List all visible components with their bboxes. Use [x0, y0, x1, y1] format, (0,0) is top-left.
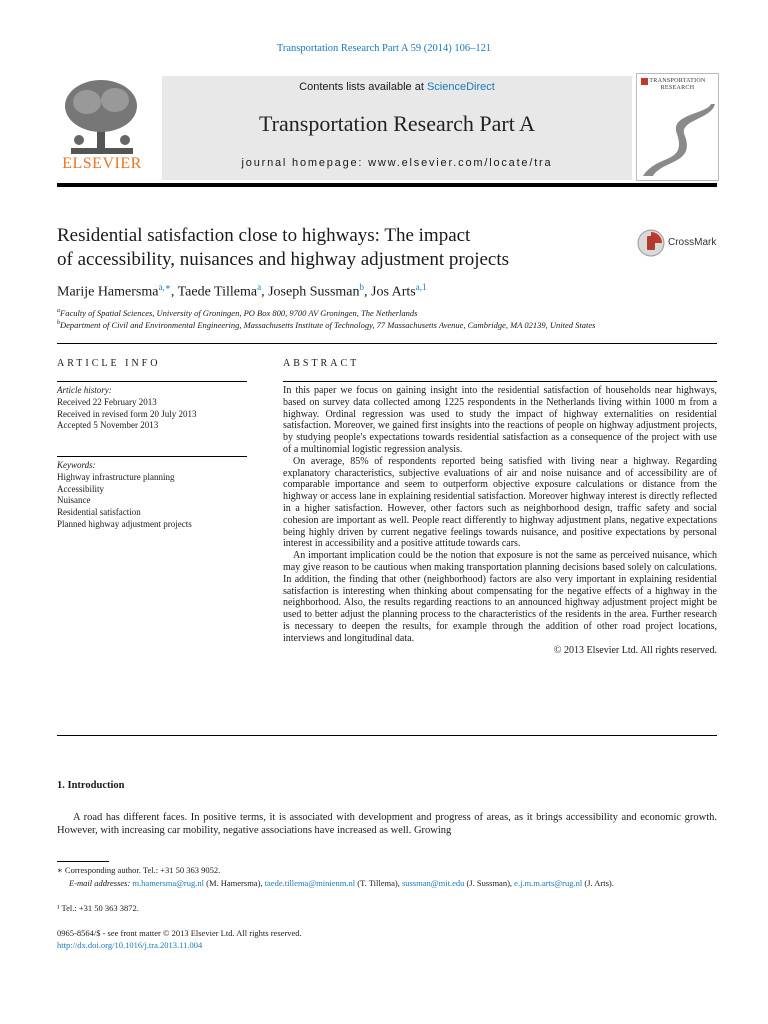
history-revised: Received in revised form 20 July 2013 [57, 408, 197, 419]
author-2: Taede Tillema [177, 284, 258, 300]
abstract-copyright: © 2013 Elsevier Ltd. All rights reserved. [553, 644, 717, 656]
author-sep: , [170, 284, 178, 300]
email-link[interactable]: taede.tillema@minienm.nl [264, 878, 356, 888]
footnote-corresponding: ∗ Corresponding author. Tel.: +31 50 363 9052. [57, 865, 221, 875]
abstract-bottom-rule [57, 735, 717, 736]
article-info-rule [57, 381, 247, 382]
introduction-heading: 1. Introduction [57, 780, 125, 791]
contents-prefix: Contents lists available at [299, 81, 427, 93]
abstract-paragraph-1: In this paper we focus on gaining insight into the residential satisfaction of households near highways, based on survey data collected among 1225 respondents in the Netherlands living within 1000 m from a highway. Ordinal regression was used to study the impact of highway externalities on residential satisfaction. Moreover, we gained first insights into the reactions of people on highway adjustment projects, by studying people's expectations towards residential satisfaction as a consequence of the project with use of a multinomial logistic regression analysis. [283, 385, 717, 455]
abstract-paragraph-2: On average, 85% of respondents reported being satisfied with living near a highway. Regarding explanatory characteristics, subjective evaluations of air and noise nuisance and of accessibility are of comparable importance and seem to outperform objective exposure calculations or distance from the highway or access lane in explaining residential satisfaction. Moreover highway interest is directly reflected in a higher satisfaction. However, other factors such as neighborhood design, traffic safety and social cohesion are important as well. People react differently to highway adjustment plans, negative expectations being highly driven by current negative feelings towards nuisance, and positive expectations by personal interest in accessibility and a positive attitude towards cars. [283, 455, 717, 550]
affiliation-b-text: Department of Civil and Environmental Engineering, Massachusetts Institute of Technology, 77 Massachusetts Avenue, Cambridge, MA 02139, United States [60, 320, 596, 330]
affiliation-b-mark: b [57, 320, 60, 327]
authors-divider [57, 343, 717, 344]
email-link[interactable]: sussman@mit.edu [401, 878, 465, 888]
email-link[interactable]: e.j.m.m.arts@rug.nl [514, 878, 583, 888]
author-list [57, 282, 427, 301]
author-sep: , [261, 284, 269, 300]
author-1-marks[interactable]: a,∗ [158, 282, 171, 292]
author-4: Jos Arts [371, 284, 416, 300]
crossmark-label[interactable]: CrossMark [668, 237, 717, 248]
history-received: Received 22 February 2013 [57, 396, 157, 407]
author-3-marks[interactable]: b [359, 282, 365, 292]
issn-line: 0965-8564/$ - see front matter © 2013 Elsevier Ltd. All rights reserved. [57, 928, 302, 938]
email-owner: (M. Hamersma), [204, 878, 265, 888]
email-owner: (J. Sussman), [464, 878, 515, 888]
article-history [57, 385, 247, 432]
history-accepted: Accepted 5 November 2013 [57, 420, 159, 431]
abstract-paragraph-3: An important implication could be the notion that exposure is not the same as perceived nuisance, which may give reason to be cautious when making transportation planning decisions based solely on calculations. In addition, the finding that other (neighborhood) factors are also very important in explaining residential satisfaction is interesting when thinking about compensating for the negative effects of a highway in the neighborhood. Also, the results regarding reactions to an announced highway adjustment project might be used to better adjust the planning process to the characteristics of the residents in the area. Further research is necessary to deepen the results, for example through the addition of other road project locations, interviews and longitudinal data. [283, 550, 717, 644]
keyword: Accessibility [57, 483, 104, 494]
homepage-link[interactable]: www.elsevier.com/locate/tra [368, 157, 553, 169]
title-line-1: Residential satisfaction close to highways: The impact [57, 225, 471, 246]
author-1: Marije Hamersma [57, 284, 159, 300]
keywords [57, 460, 247, 531]
abstract-heading: ABSTRACT [283, 358, 360, 369]
footnote-rule [57, 861, 109, 862]
author-4-marks[interactable]: a,1 [415, 282, 427, 292]
abstract-body [283, 385, 717, 656]
article-title [57, 224, 617, 272]
affiliation-a-mark: a [57, 308, 60, 315]
history-label: Article history: [57, 385, 112, 395]
cover-title-line1: TRANSPORTATION [649, 78, 706, 84]
introduction-paragraph: A road has different faces. In positive terms, it is associated with development and progress of areas, as it brings accessibility and economic growth. However, with increasing car mobility, negative associations have increased as well. Growing [57, 812, 717, 836]
journal-title: Transportation Research Part A [259, 111, 535, 136]
footnote-emails [57, 878, 717, 890]
journal-citation[interactable]: Transportation Research Part A 59 (2014) 106–121 [276, 43, 492, 54]
contents-line [162, 81, 632, 93]
homepage-prefix: journal homepage: [241, 157, 369, 169]
affiliation-a [57, 308, 417, 318]
article-info-heading: ARTICLE INFO [57, 358, 161, 369]
keyword: Planned highway adjustment projects [57, 518, 192, 529]
email-tail: (J. Arts). [584, 878, 614, 888]
author-3: Joseph Sussman [268, 284, 360, 300]
cover-title-line2: RESEARCH [660, 85, 695, 91]
author-2-marks[interactable]: a [257, 282, 262, 292]
author-sep: , [364, 284, 372, 300]
affiliation-a-text: Faculty of Spatial Sciences, University of Groningen, PO Box 800, 9700 AV Groningen, The Netherlands [60, 308, 418, 318]
affiliation-b [57, 320, 595, 330]
email-label: E-mail addresses: [69, 878, 131, 888]
header-divider [57, 183, 717, 187]
email-owner: (T. Tillema), [355, 878, 402, 888]
cover-title [641, 78, 714, 92]
publisher-name: ELSEVIER [62, 155, 142, 172]
keyword: Residential satisfaction [57, 507, 141, 518]
keyword: Highway infrastructure planning [57, 471, 175, 482]
keywords-label: Keywords: [57, 460, 96, 470]
keyword: Nuisance [57, 495, 91, 506]
title-line-2: of accessibility, nuisances and highway adjustment projects [57, 249, 510, 270]
keywords-rule [57, 456, 247, 457]
email-link[interactable]: m.hamersma@rug.nl [132, 878, 204, 888]
abstract-rule [283, 381, 717, 382]
journal-homepage [162, 157, 632, 169]
doi-link[interactable]: http://dx.doi.org/10.1016/j.tra.2013.11.004 [57, 940, 203, 950]
footnote-tel: ¹ Tel.: +31 50 363 3872. [57, 903, 139, 913]
sciencedirect-link[interactable]: ScienceDirect [426, 81, 495, 93]
